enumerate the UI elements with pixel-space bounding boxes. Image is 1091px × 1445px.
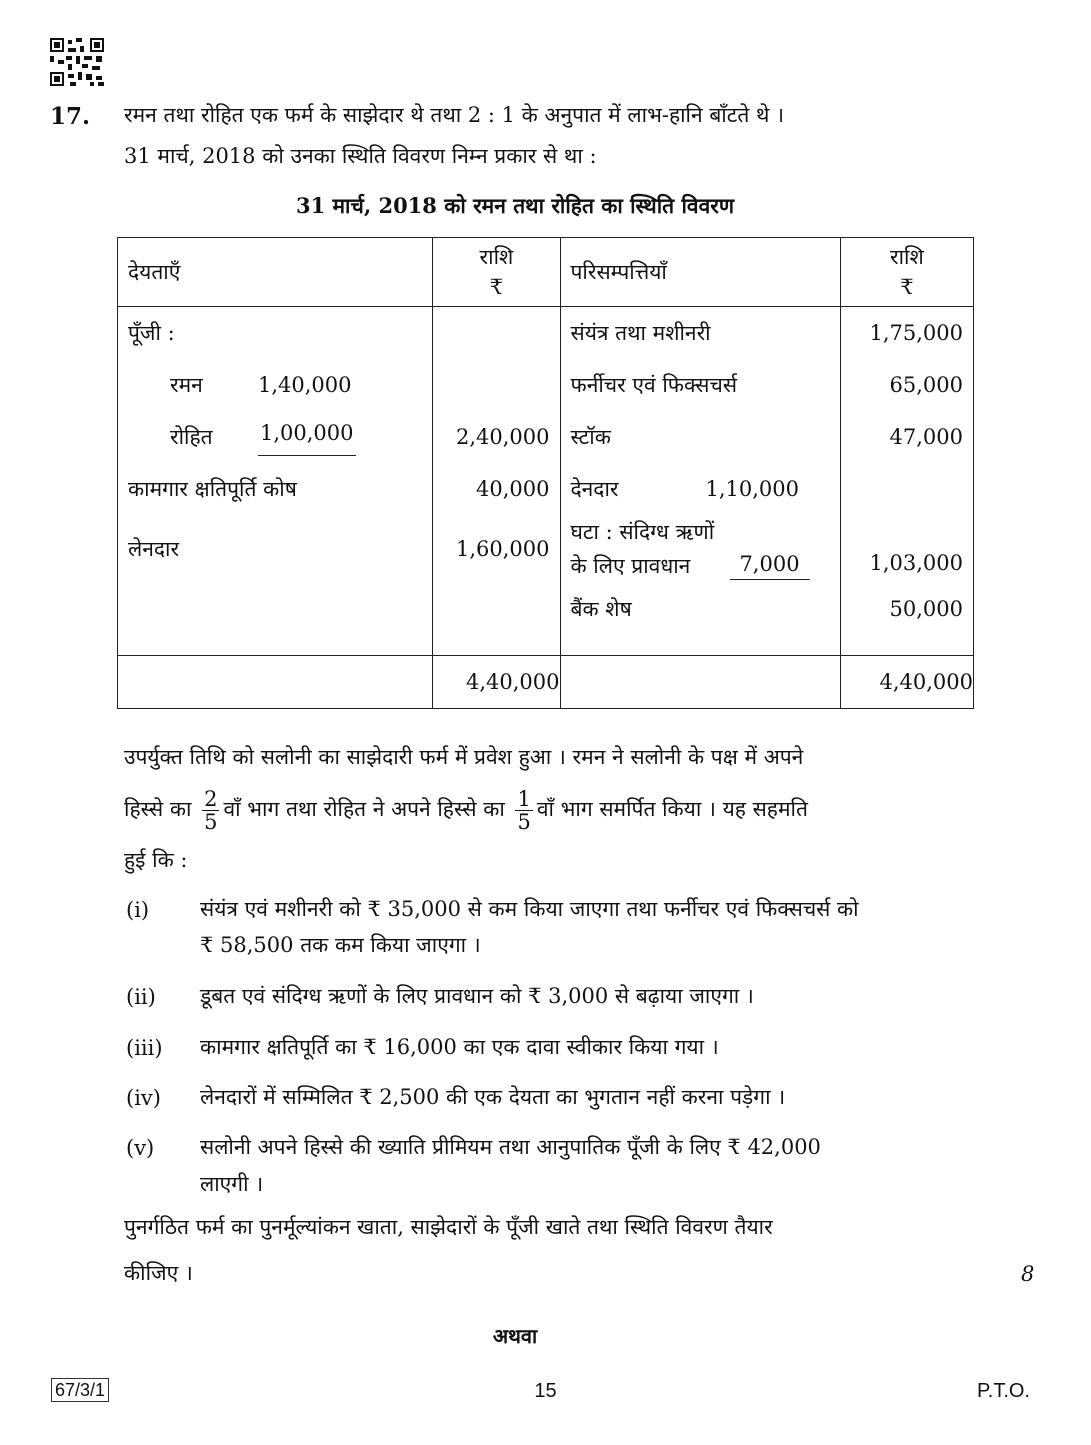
after-table-text-c: वाँ भाग समर्पित किया । यह सहमति xyxy=(536,797,808,821)
creditors-value: 1,60,000 xyxy=(455,537,550,561)
table-body-row xyxy=(118,307,974,656)
table-total-row xyxy=(118,656,974,709)
pto-label: P.T.O. xyxy=(977,1380,1030,1402)
provision-label: के लिए प्रावधान xyxy=(570,554,691,578)
rohit-capital-row xyxy=(118,411,432,463)
raman-capital-row xyxy=(118,359,432,411)
header-amount-left xyxy=(433,238,560,307)
marks: 8 xyxy=(1021,1262,1035,1286)
stock-label: स्टॉक xyxy=(570,425,611,449)
capital-label: पूँजी : xyxy=(128,321,175,345)
provision-value: 7,000 xyxy=(730,549,810,580)
rupee-icon: ₹ xyxy=(900,275,914,299)
condition-number: (iv) xyxy=(126,1086,161,1110)
assets-column xyxy=(560,307,840,656)
condition-text: ₹ 58,500 तक कम किया जाएगा । xyxy=(200,933,481,957)
qr-code xyxy=(50,38,104,86)
condition-text: डूबत एवं संदिग्ध ऋणों के लिए प्रावधान को ₹ 3,000 से बढ़ाया जाएगा । xyxy=(200,984,754,1008)
condition-text: कामगार क्षतिपूर्ति का ₹ 16,000 का एक दावा स्वीकार किया गया । xyxy=(200,1035,719,1059)
page-number: 15 xyxy=(534,1380,557,1402)
instruction-line-2: कीजिए । xyxy=(124,1261,193,1285)
after-table-line-3: हुई कि : xyxy=(124,848,188,872)
plant-value: 1,75,000 xyxy=(869,321,963,345)
condition-number: (v) xyxy=(126,1136,155,1160)
after-table-line-2 xyxy=(124,783,808,835)
header-liabilities: देयताएँ xyxy=(118,238,433,307)
creditors-label: लेनदार xyxy=(128,537,180,561)
after-table-text-b: वाँ भाग तथा रोहित ने अपने हिस्से का xyxy=(223,797,505,821)
debtors-row xyxy=(561,463,840,515)
header-amount-label: राशि xyxy=(890,245,924,269)
less-label: घटा : संदिग्ध ऋणों xyxy=(570,520,715,544)
debtors-label: देनदार xyxy=(570,477,619,501)
bank-label: बैंक शेष xyxy=(570,597,632,621)
assets-amount-column xyxy=(840,307,973,656)
bank-value: 50,000 xyxy=(889,597,963,621)
provision-row xyxy=(561,549,840,583)
wcf-label: कामगार क्षतिपूर्ति कोष xyxy=(128,477,297,501)
capital-total: 2,40,000 xyxy=(455,425,550,449)
rohit-label: रोहित xyxy=(170,425,213,449)
rupee-icon: ₹ xyxy=(489,275,504,299)
condition-text: लाएगी । xyxy=(200,1172,264,1196)
condition-number: (i) xyxy=(126,898,150,922)
after-table-text-a: हिस्से का xyxy=(124,797,192,821)
athva-heading: अथवा xyxy=(492,1324,538,1348)
condition-text: लेनदारों में सम्मिलित ₹ 2,500 की एक देयता का भुगतान नहीं करना पड़ेगा । xyxy=(200,1085,786,1109)
plant-label: संयंत्र तथा मशीनरी xyxy=(570,321,711,345)
condition-text: सलोनी अपने हिस्से की ख्याति प्रीमियम तथा आनुपातिक पूँजी के लिए ₹ 42,000 xyxy=(200,1135,821,1159)
paper-code: 67/3/1 xyxy=(51,1378,109,1402)
instruction-line-1: पुनर्गठित फर्म का पुनर्मूल्यांकन खाता, साझेदारों के पूँजी खाते तथा स्थिति विवरण तैयार xyxy=(124,1215,773,1239)
condition-text: संयंत्र एवं मशीनरी को ₹ 35,000 से कम किया जाएगा तथा फर्नीचर एवं फिक्सचर्स को xyxy=(200,897,859,921)
debtors-value: 1,10,000 xyxy=(705,477,800,501)
table-header-row xyxy=(118,238,974,307)
fraction-one-fifth: $\frac{1}{5}$ xyxy=(517,787,531,834)
furniture-label: फर्नीचर एवं फिक्सचर्स xyxy=(570,373,738,397)
total-liabilities: 4,40,000 xyxy=(433,656,560,709)
balance-sheet-table xyxy=(117,237,974,709)
rohit-value: 1,00,000 xyxy=(258,411,356,456)
header-assets: परिसम्पत्तियाँ xyxy=(560,238,840,307)
intro-line-1: रमन तथा रोहित एक फर्म के साझेदार थे तथा 2 : 1 के अनुपात में लाभ-हानि बाँटते थे । xyxy=(124,103,785,127)
table-title: 31 मार्च, 2018 को रमन तथा रोहित का स्थिति विवरण xyxy=(295,193,735,218)
stock-value: 47,000 xyxy=(889,425,963,449)
liabilities-column xyxy=(118,307,433,656)
condition-number: (iii) xyxy=(126,1036,163,1060)
fraction-two-fifth: $\frac{2}{5}$ xyxy=(204,787,218,834)
condition-number: (ii) xyxy=(126,985,156,1009)
furniture-value: 65,000 xyxy=(889,373,963,397)
header-amount-right xyxy=(840,238,973,307)
header-amount-label: राशि xyxy=(479,245,514,269)
raman-label: रमन xyxy=(170,373,203,397)
raman-value: 1,40,000 xyxy=(258,373,352,397)
after-table-line-1: उपर्युक्त तिथि को सलोनी का साझेदारी फर्म में प्रवेश हुआ । रमन ने सलोनी के पक्ष में अपने xyxy=(124,745,804,769)
intro-line-2: 31 मार्च, 2018 को उनका स्थिति विवरण निम्न प्रकार से था : xyxy=(124,144,597,168)
total-assets: 4,40,000 xyxy=(840,656,973,709)
wcf-value: 40,000 xyxy=(476,477,550,501)
question-number: 17. xyxy=(50,103,91,130)
liabilities-amount-column xyxy=(433,307,560,656)
net-debtors-value: 1,03,000 xyxy=(869,551,963,575)
